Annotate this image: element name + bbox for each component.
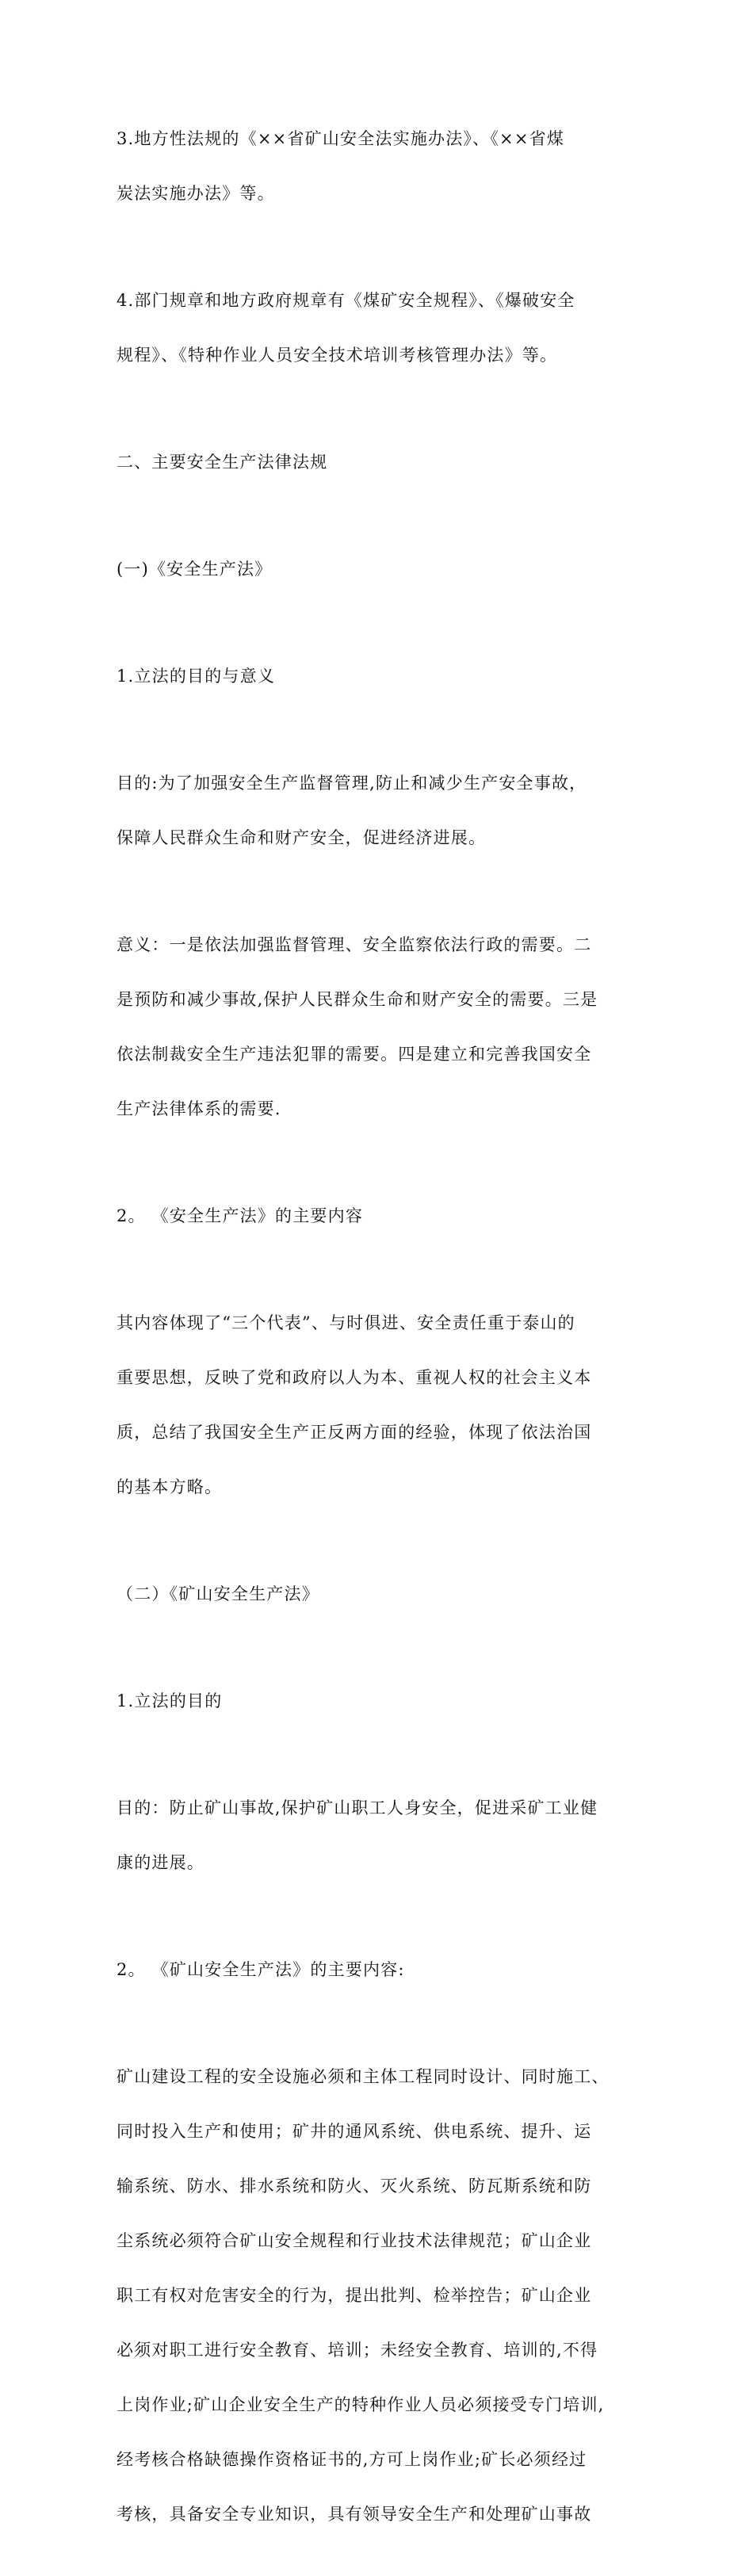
text-line: 目的：防止矿山事故,保护矿山职工人身安全，促进采矿工业健	[117, 1798, 598, 1817]
paragraph-department-rules	[117, 255, 648, 401]
text-line: 1.立法的目的与意义	[117, 667, 276, 686]
text-line: 考核，具备安全专业知识，具有领导安全生产和处理矿山事故	[117, 2505, 592, 2524]
text-line: 重要思想，反映了党和政府以人为本、重视人权的社会主义本	[117, 1368, 592, 1387]
subsection-heading-safety-law	[117, 524, 648, 615]
text-line: 2。 《矿山安全生产法》的主要内容:	[117, 1960, 405, 1979]
text-line: 炭法实施办法》等。	[117, 184, 275, 203]
paragraph-purpose	[117, 738, 648, 884]
text-line: (一)《安全生产法》	[117, 560, 273, 579]
text-line: 必须对职工进行安全教育、培训；未经安全教育、培训的,不得	[117, 2341, 598, 2360]
item-heading-mine-purpose	[117, 1656, 648, 1747]
text-line: 规程》、《特种作业人员安全技术培训考核管理办法》等。	[117, 346, 558, 365]
text-line: 是预防和减少事故,保护人民群众生命和财产安全的需要。三是	[117, 990, 598, 1009]
paragraph-content-description	[117, 1278, 648, 1533]
item-heading-purpose-meaning	[117, 631, 648, 722]
text-line: 其内容体现了“三个代表”、与时俱进、安全责任重于泰山的	[117, 1313, 575, 1332]
text-line: 依法制裁安全生产违法犯罪的需要。四是建立和完善我国安全	[117, 1045, 592, 1064]
text-line: 二、主要安全生产法律法规	[117, 453, 328, 472]
section-heading-main-laws	[117, 417, 648, 508]
text-line: 上岗作业;矿山企业安全生产的特种作业人员必须接受专门培训,	[117, 2395, 605, 2414]
text-line: （二）《矿山安全生产法》	[117, 1584, 319, 1603]
text-line: 尘系统必须符合矿山安全规程和行业技术法律规范；矿山企业	[117, 2231, 592, 2250]
item-heading-main-content	[117, 1171, 648, 1262]
text-line: 矿山建设工程的安全设施必须和主体工程同时设计、同时施工、	[117, 2067, 610, 2086]
paragraph-mine-content	[117, 2031, 648, 2560]
text-line: 目的:为了加强安全生产监督管理,防止和减少生产安全事故，	[117, 774, 587, 793]
paragraph-mine-purpose	[117, 1763, 648, 1909]
text-line: 保障人民群众生命和财产安全，促进经济进展。	[117, 828, 487, 847]
paragraph-local-regulations	[117, 94, 648, 239]
text-line: 质，总结了我国安全生产正反两方面的经验，体现了依法治国	[117, 1423, 592, 1442]
text-line: 4.部门规章和地方政府规章有《煤矿安全规程》、《爆破安全	[117, 291, 575, 310]
text-line: 2。 《安全生产法》的主要内容	[117, 1206, 364, 1225]
text-line: 同时投入生产和使用；矿井的通风系统、供电系统、提升、运	[117, 2122, 592, 2141]
text-line: 1.立法的目的	[117, 1691, 223, 1710]
item-heading-mine-content	[117, 1924, 648, 2016]
text-line: 输系统、防水、排水系统和防火、灭火系统、防瓦斯系统和防	[117, 2177, 592, 2196]
text-line: 意义：一是依法加强监督管理、安全监察依法行政的需要。二	[117, 935, 592, 954]
text-line: 经考核合格缺德操作资格证书的,方可上岗作业;矿长必须经过	[117, 2450, 587, 2469]
text-line: 康的进展。	[117, 1853, 204, 1872]
text-line: 职工有权对危害安全的行为，提出批判、检举控告；矿山企业	[117, 2286, 592, 2305]
text-line: 的基本方略。	[117, 1477, 223, 1496]
subsection-heading-mine-law	[117, 1549, 648, 1640]
paragraph-meaning	[117, 900, 648, 1155]
document-page	[117, 94, 648, 2576]
text-line: 生产法律体系的需要.	[117, 1099, 281, 1118]
text-line: 3.地方性法规的《××省矿山安全法实施办法》、《××省煤	[117, 129, 565, 148]
